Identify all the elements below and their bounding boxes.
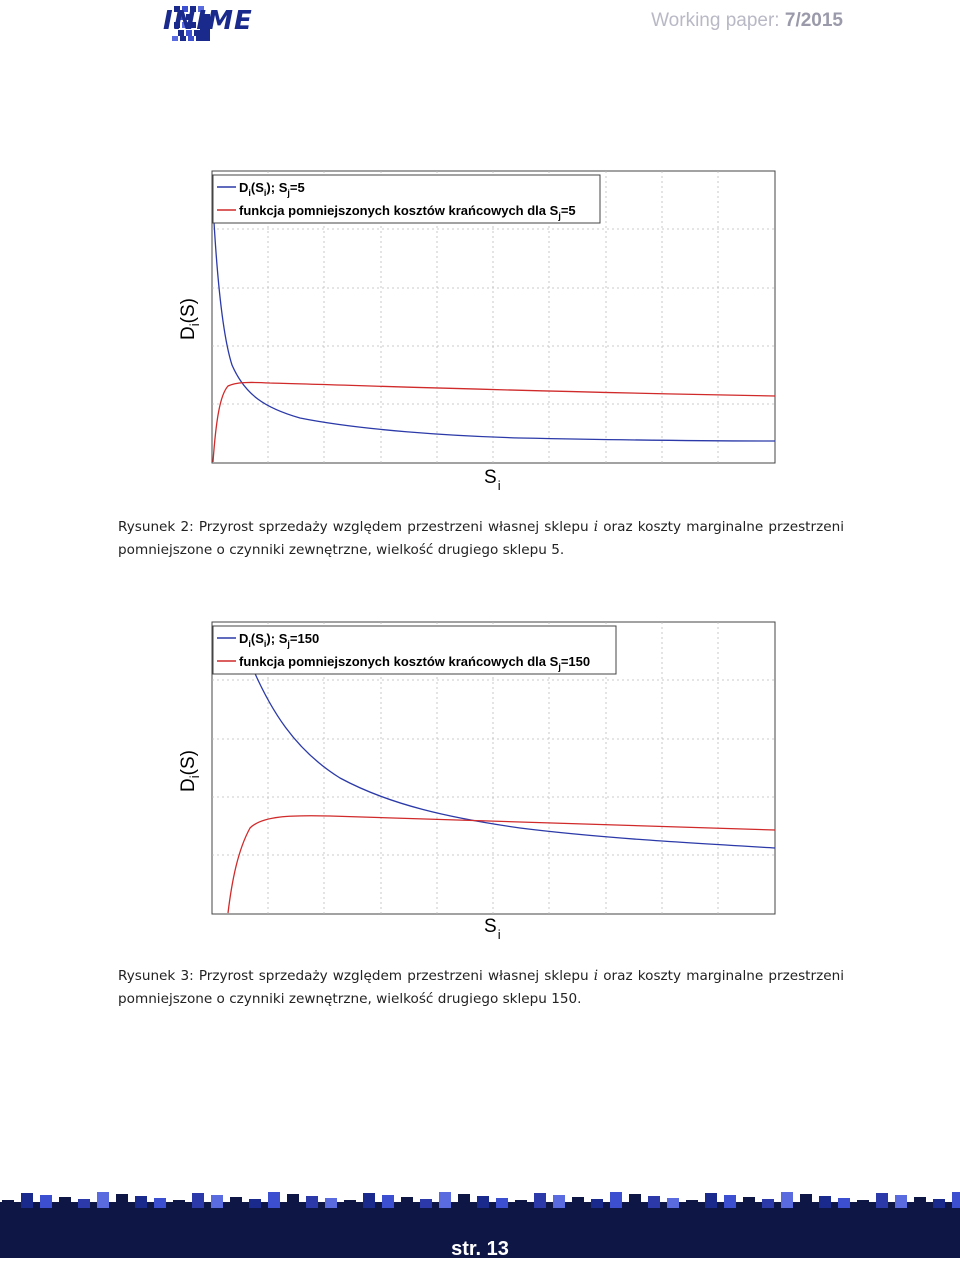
footer-block	[876, 1193, 888, 1208]
footer-block	[78, 1199, 90, 1208]
footer-block	[933, 1199, 945, 1208]
footer-block	[192, 1193, 204, 1208]
footer-block	[724, 1195, 736, 1208]
logo-text: INIME	[163, 6, 253, 36]
footer-block	[743, 1197, 755, 1208]
page-number: str. 13	[451, 1238, 509, 1260]
footer-block	[268, 1192, 280, 1208]
footer-block	[762, 1199, 774, 1208]
footer-block	[667, 1198, 679, 1208]
footer-block	[401, 1197, 413, 1208]
footer-block	[249, 1199, 261, 1208]
footer-block	[211, 1195, 223, 1208]
footer-block	[591, 1199, 603, 1208]
footer-block	[515, 1200, 527, 1208]
legend-label-series1: $D_i(S_i)$; $S_j=150$	[239, 631, 320, 649]
x-axis-label: $S_i$	[484, 467, 501, 493]
footer-block	[496, 1198, 508, 1208]
footer-block	[819, 1196, 831, 1208]
footer-block	[325, 1198, 337, 1208]
footer-block	[21, 1193, 33, 1208]
footer-block	[477, 1196, 489, 1208]
footer-block	[838, 1198, 850, 1208]
footer-block	[553, 1195, 565, 1208]
legend-label-series2: funkcja pomniejszonych kosztów krańcowych dla $S_j=5$	[239, 203, 576, 221]
footer-block	[952, 1192, 960, 1208]
footer-block	[382, 1195, 394, 1208]
working-paper-prefix: Working paper:	[651, 10, 780, 31]
figure-2-caption: Rysunek 2: Przyrost sprzedaży względem przestrzeni własnej sklepu i oraz koszty marginalne przestrzeni pomniejszone o czynniki zewnętrzne, wielkość drugiego sklepu 5.	[118, 519, 844, 558]
footer-block	[610, 1192, 622, 1208]
footer-block	[40, 1195, 52, 1208]
y-axis-label: $D_i(S)$	[178, 750, 202, 792]
footer-block	[914, 1197, 926, 1208]
footer-block	[363, 1193, 375, 1208]
footer-block	[534, 1193, 546, 1208]
footer-block	[135, 1196, 147, 1208]
footer-block	[458, 1194, 470, 1208]
footer-block	[59, 1197, 71, 1208]
y-axis-label: $D_i(S)$	[178, 298, 202, 340]
legend-label-series2: funkcja pomniejszonych kosztów krańcowych dla $S_j=150$	[239, 654, 591, 672]
footer-block	[287, 1194, 299, 1208]
footer-block	[344, 1200, 356, 1208]
footer-block	[306, 1196, 318, 1208]
footer-block	[154, 1198, 166, 1208]
figure-3-caption: Rysunek 3: Przyrost sprzedaży względem przestrzeni własnej sklepu i oraz koszty marginalne przestrzeni pomniejszone o czynniki zewnętrzne, wielkość drugiego sklepu 150.	[118, 968, 844, 1007]
footer-block	[97, 1192, 109, 1208]
footer-block	[629, 1194, 641, 1208]
footer-block	[230, 1197, 242, 1208]
footer-block	[116, 1194, 128, 1208]
footer-block	[800, 1194, 812, 1208]
legend-label-series1: $D_i(S_i)$; $S_j=5$	[239, 180, 305, 198]
footer-block	[173, 1200, 185, 1208]
footer-block	[420, 1199, 432, 1208]
footer-block	[572, 1197, 584, 1208]
footer-block	[648, 1196, 660, 1208]
footer-block	[781, 1192, 793, 1208]
x-axis-label: $S_i$	[484, 916, 501, 942]
footer-block	[857, 1200, 869, 1208]
working-paper-number: 7/2015	[784, 10, 843, 31]
footer-block	[705, 1193, 717, 1208]
footer-block	[439, 1192, 451, 1208]
footer-block	[686, 1200, 698, 1208]
footer-block	[895, 1195, 907, 1208]
footer-block	[2, 1200, 14, 1208]
